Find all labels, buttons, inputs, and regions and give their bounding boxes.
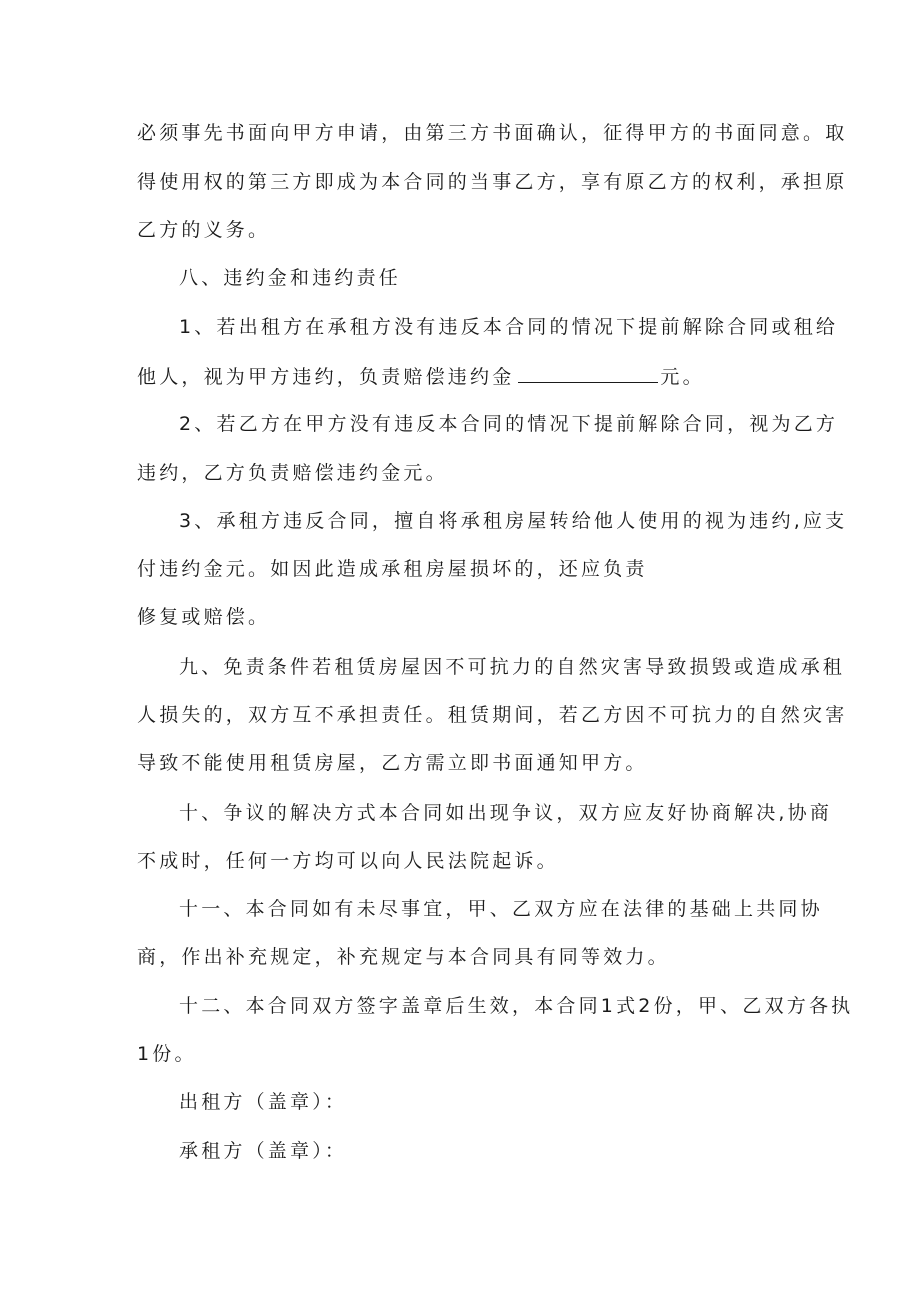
paragraph-line	[137, 364, 705, 389]
paragraph-line: 修复或赔偿。	[137, 606, 271, 628]
section-heading-11: 十一、本合同如有未尽事宜，甲、乙双方应在法律的基础上共同协	[179, 898, 823, 920]
paragraph-line: 得使用权的第三方即成为本合同的当事乙方，享有原乙方的权利，承担原	[137, 171, 848, 193]
paragraph-line: 3、承租方违反合同，擅自将承租房屋转给他人使用的视为违约,应支	[179, 510, 848, 532]
paragraph-line: 1、若出租方在承租方没有违反本合同的情况下提前解除合同或租给	[179, 316, 839, 338]
penalty-amount-blank	[518, 364, 658, 383]
line-text: 元。	[660, 366, 705, 388]
paragraph-line: 必须事先书面向甲方申请，由第三方书面确认，征得甲方的书面同意。取	[137, 122, 848, 144]
lessor-signature-label: 出租方（盖章）：	[179, 1091, 348, 1113]
paragraph-line: 违约，乙方负责赔偿违约金元。	[137, 462, 448, 484]
section-heading-9: 九、免责条件若租赁房屋因不可抗力的自然灾害导致损毁或造成承租	[179, 656, 846, 678]
paragraph-line: 乙方的义务。	[137, 219, 271, 241]
lessee-signature-label: 承租方（盖章）：	[179, 1140, 348, 1162]
section-heading-10: 十、争议的解决方式本合同如出现争议，双方应友好协商解决,协商	[179, 802, 833, 824]
paragraph-line: 商，作出补充规定，补充规定与本合同具有同等效力。	[137, 946, 670, 968]
paragraph-line: 2、若乙方在甲方没有违反本合同的情况下提前解除合同，视为乙方	[179, 413, 839, 435]
line-text: 他人，视为甲方违约，负责赔偿违约金	[137, 366, 515, 388]
paragraph-line: 不成时，任何一方均可以向人民法院起诉。	[137, 850, 559, 872]
paragraph-line: 1份。	[137, 1043, 197, 1065]
paragraph-line: 付违约金元。如因此造成承租房屋损坏的，还应负责	[137, 558, 648, 580]
section-heading-12: 十二、本合同双方签字盖章后生效，本合同1式2份，甲、乙双方各执	[179, 995, 854, 1017]
paragraph-line: 人损失的，双方互不承担责任。租赁期间，若乙方因不可抗力的自然灾害	[137, 704, 848, 726]
paragraph-line: 导致不能使用租赁房屋，乙方需立即书面通知甲方。	[137, 752, 648, 774]
section-heading-8: 八、违约金和违约责任	[179, 267, 402, 289]
